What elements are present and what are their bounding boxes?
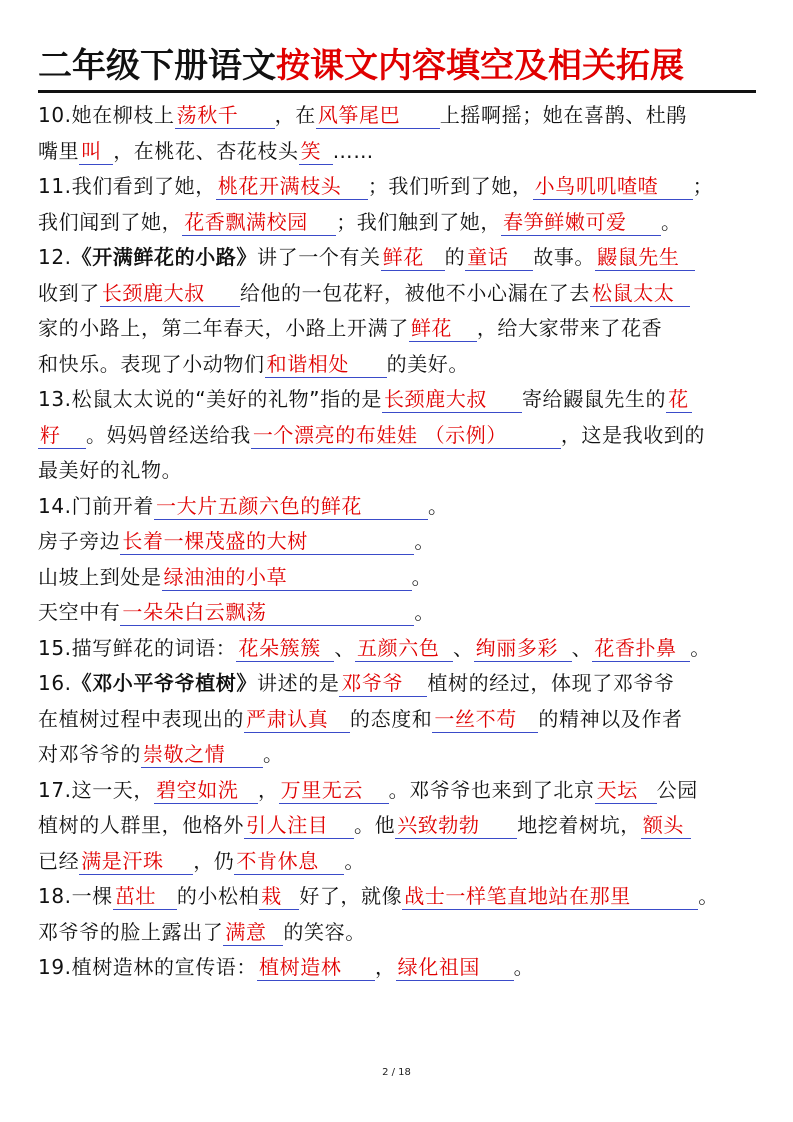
- text: 山坡上到处是: [38, 564, 162, 589]
- answer-blank: 绚丽多彩: [474, 635, 572, 662]
- text: 邓爷爷的脸上露出了: [38, 919, 224, 944]
- answer-blank: 松鼠太太: [590, 280, 690, 307]
- title-red: 按课文内容填空及相关拓展: [276, 46, 684, 86]
- q12-line3: [38, 311, 758, 347]
- text: ，: [375, 955, 396, 979]
- answer-blank: 长颈鹿大叔: [382, 386, 522, 413]
- q16-line2: [38, 702, 758, 738]
- text: 14.门前开着: [38, 493, 155, 518]
- answer-blank: 满意: [223, 919, 283, 946]
- q16-line3: [38, 737, 758, 773]
- lesson-title: 《邓小平爷爷植树》: [71, 671, 258, 695]
- answer-blank: 风筝尾巴: [316, 102, 440, 129]
- text: 。: [344, 848, 366, 873]
- answer-blank: 荡秋千: [175, 102, 275, 129]
- answer-blank: 崇敬之情: [141, 741, 263, 768]
- q10-line1: [38, 98, 758, 134]
- text: 。: [263, 742, 284, 766]
- text: 的态度和: [350, 706, 433, 731]
- text: 最美好的礼物。: [38, 458, 183, 482]
- document-body: [38, 98, 758, 986]
- text: 。: [414, 529, 436, 553]
- answer-blank: 茁壮: [113, 883, 177, 910]
- answer-blank: 植树造林: [257, 954, 375, 981]
- q11-line1: [38, 169, 758, 205]
- page-number: 2 / 18: [382, 1067, 411, 1078]
- q15-line1: [38, 631, 758, 667]
- answer-blank: 鼹鼠先生: [595, 244, 695, 271]
- answer-blank: 栽: [259, 883, 299, 910]
- text: ；: [692, 174, 714, 198]
- text: 我们闻到了她，: [38, 209, 183, 234]
- text: 寄给鼹鼠先生的: [521, 387, 667, 411]
- text: ，给大家带来了花香: [476, 316, 663, 340]
- text: 嘴里: [38, 138, 80, 163]
- text: 天空中有: [38, 600, 121, 624]
- text: ，仍: [193, 848, 235, 873]
- text: 18.一棵: [38, 884, 113, 908]
- text: 讲述的是: [257, 671, 340, 695]
- text: 10.她在柳枝上: [38, 103, 175, 127]
- text: 15.描写鲜花的词语：: [38, 635, 237, 660]
- q13-line2: [38, 418, 758, 454]
- text: ，在: [274, 103, 316, 127]
- text: 。: [690, 635, 711, 660]
- text: 在植树过程中表现出的: [38, 706, 244, 731]
- answer-blank: 满是汗珠: [79, 848, 193, 875]
- text: 。: [513, 955, 535, 979]
- q14-line3: [38, 560, 758, 596]
- q17-line2: [38, 808, 758, 844]
- text: 的笑容。: [283, 919, 366, 944]
- answer-blank: 和谐相处: [265, 351, 387, 378]
- answer-blank: 不肯休息: [234, 848, 344, 875]
- text: 房子旁边: [38, 529, 121, 553]
- answer-blank: 万里无云: [279, 777, 389, 804]
- answer-blank: 长颈鹿大叔: [100, 280, 240, 307]
- q18-line2: [38, 915, 758, 951]
- text: 和快乐。表现了小动物们: [38, 351, 265, 376]
- answer-blank: 严肃认真: [244, 706, 350, 733]
- answer-blank: 籽: [38, 422, 86, 449]
- text: 。邓爷爷也来到了北京: [388, 777, 595, 802]
- answer-blank: 一朵朵白云飘荡: [120, 599, 414, 626]
- text: 12.: [38, 245, 72, 269]
- answer-blank: 一大片五颜六色的鲜花: [154, 493, 428, 520]
- q17-line3: [38, 844, 758, 880]
- answer-blank: 一个漂亮的布娃娃 （示例）: [251, 422, 561, 449]
- answer-blank: 叫: [79, 138, 113, 165]
- q16-line1: [38, 666, 758, 702]
- q10-line2: [38, 134, 758, 170]
- title-black: 二年级下册语文: [38, 46, 276, 86]
- text: 。他: [354, 813, 396, 837]
- text: 。: [411, 564, 433, 589]
- text: ……: [332, 138, 374, 163]
- text: 、: [453, 635, 474, 660]
- q14-line1: [38, 489, 758, 525]
- answer-blank: 长着一棵茂盛的大树: [120, 528, 414, 555]
- answer-blank: 小鸟叽叽喳喳: [533, 173, 693, 200]
- answer-blank: 童话: [465, 244, 533, 271]
- answer-blank: 引人注目: [244, 812, 354, 839]
- text: 16.: [38, 671, 72, 695]
- text: 公园: [656, 777, 698, 802]
- text: 已经: [38, 848, 80, 873]
- lesson-title: 《开满鲜花的小路》: [71, 245, 258, 269]
- answer-blank: 春笋鲜嫩可爱: [501, 209, 661, 236]
- answer-blank: 兴致勃勃: [395, 812, 517, 839]
- answer-blank: 花朵簇簇: [236, 635, 334, 662]
- q14-line2: [38, 524, 758, 560]
- text: 的小松柏: [176, 884, 260, 908]
- text: ；我们触到了她，: [336, 209, 502, 234]
- text: 。: [661, 209, 682, 234]
- text: 的美好。: [386, 351, 470, 376]
- text: 家的小路上，第二年春天，小路上开满了: [38, 316, 409, 340]
- text: 植树的经过，体现了邓爷爷: [427, 671, 675, 695]
- text: 。: [414, 600, 436, 624]
- text: 。: [428, 493, 449, 518]
- q12-line4: [38, 347, 758, 383]
- answer-blank: 花: [666, 386, 692, 413]
- q12-line1: [38, 240, 758, 276]
- answer-blank: 鲜花: [381, 244, 445, 271]
- q13-line1: [38, 382, 758, 418]
- q13-line3: [38, 453, 758, 489]
- text: ；我们听到了她，: [367, 174, 533, 198]
- text: 的: [444, 245, 466, 269]
- answer-blank: 一丝不苟: [432, 706, 538, 733]
- text: 讲了一个有关: [257, 245, 381, 269]
- text: 收到了: [38, 280, 100, 305]
- text: 、: [334, 635, 356, 660]
- answer-blank: 桃花开满枝头: [216, 173, 368, 200]
- text: 。: [698, 884, 719, 908]
- answer-blank: 五颜六色: [355, 635, 453, 662]
- text: ，在桃花、杏花枝头: [113, 138, 299, 163]
- text: ，这是我收到的: [560, 422, 706, 447]
- answer-blank: 花香扑鼻: [592, 635, 690, 662]
- q19-line1: [38, 950, 758, 986]
- text: 。妈妈曾经送给我: [86, 422, 251, 447]
- answer-blank: 战士一样笔直地站在那里: [402, 883, 698, 910]
- text: 17.这一天，: [38, 777, 155, 802]
- answer-blank: 天坛: [595, 777, 657, 804]
- answer-blank: 额头: [641, 812, 691, 839]
- q17-line1: [38, 773, 758, 809]
- answer-blank: 绿化祖国: [396, 954, 514, 981]
- answer-blank: 绿油油的小草: [162, 564, 412, 591]
- q18-line1: [38, 879, 758, 915]
- text: ，: [258, 777, 279, 802]
- text: 11.我们看到了她，: [38, 174, 216, 198]
- answer-blank: 碧空如洗: [154, 777, 258, 804]
- answer-blank: 邓爷爷: [339, 670, 427, 697]
- text: 好了，就像: [299, 884, 403, 908]
- q11-line2: [38, 205, 758, 241]
- answer-blank: 花香飘满校园: [182, 209, 336, 236]
- text: 地挖着树坑，: [517, 813, 641, 837]
- text: 故事。: [533, 245, 596, 269]
- q14-line4: [38, 595, 758, 631]
- answer-blank: 鲜花: [409, 315, 477, 342]
- text: 、: [571, 635, 593, 660]
- title-underline: [38, 90, 756, 93]
- q12-line2: [38, 276, 758, 312]
- text: 对邓爷爷的: [38, 742, 141, 766]
- answer-blank: 笑: [299, 138, 333, 165]
- text: 给他的一包花籽，被他不小心漏在了去: [239, 280, 591, 305]
- text: 植树的人群里，他格外: [38, 813, 244, 837]
- text: 19.植树造林的宣传语：: [38, 955, 258, 979]
- text: 上摇啊摇；她在喜鹊、杜鹃: [439, 103, 688, 127]
- text: 13.松鼠太太说的“美好的礼物”指的是: [38, 387, 382, 411]
- page-title: [38, 44, 758, 88]
- text: 的精神以及作者: [538, 706, 683, 731]
